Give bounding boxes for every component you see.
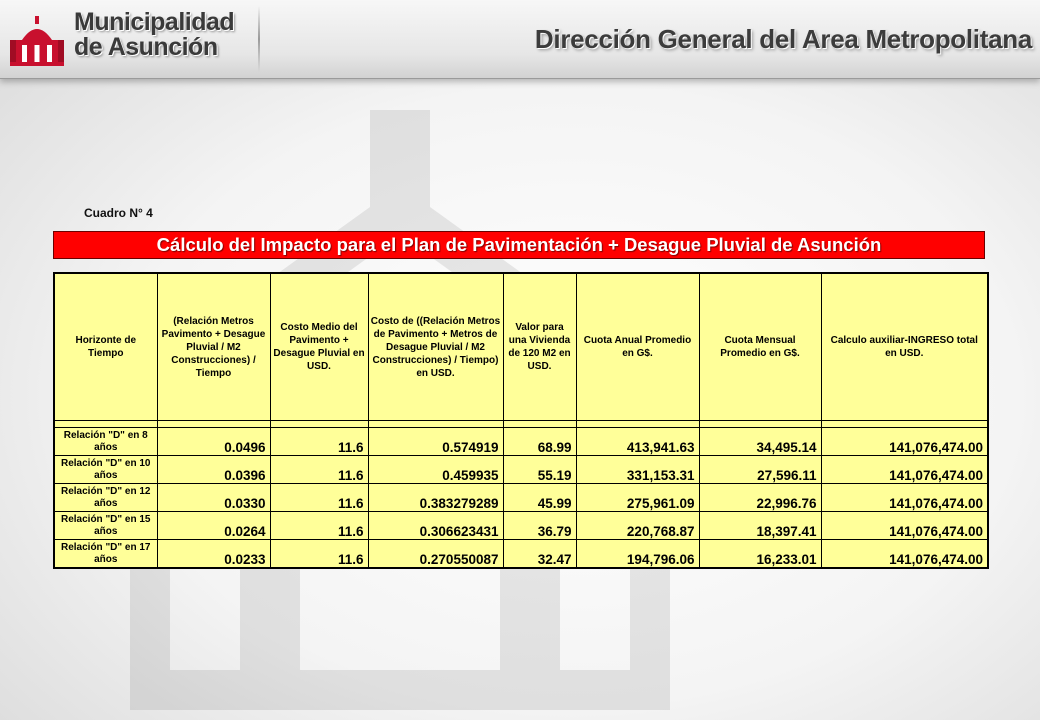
table-cell: 27,596.11 [699, 456, 821, 484]
table-row [54, 428, 988, 456]
table-cell: 194,796.06 [576, 540, 699, 569]
col-header-horizonte: Horizonte de Tiempo [54, 273, 157, 421]
table-cell: 32.47 [503, 540, 576, 569]
header-bar [0, 0, 1040, 79]
table-cell: 0.0264 [157, 512, 270, 540]
table-cell: 275,961.09 [576, 484, 699, 512]
table-cell: 11.6 [270, 540, 368, 569]
table-row [54, 484, 988, 512]
table-cell: 36.79 [503, 512, 576, 540]
table-cell: 413,941.63 [576, 428, 699, 456]
table-cell: 68.99 [503, 428, 576, 456]
table-cell: 18,397.41 [699, 512, 821, 540]
table-cell: 0.0330 [157, 484, 270, 512]
col-header-cuota-mensual: Cuota Mensual Promedio en G$. [699, 273, 821, 421]
table-cell: 55.19 [503, 456, 576, 484]
table-cell: 141,076,474.00 [821, 540, 988, 569]
col-header-relacion-metros: (Relación Metros Pavimento + Desague Pluvial / M2 Construcciones) / Tiempo [157, 273, 270, 421]
cuadro-label: Cuadro N° 4 [84, 206, 153, 220]
table-cell: 0.383279289 [368, 484, 503, 512]
table-cell: 331,153.31 [576, 456, 699, 484]
impact-table [53, 272, 989, 569]
table-cell: 0.306623431 [368, 512, 503, 540]
table-cell: 0.270550087 [368, 540, 503, 569]
table-header-row [54, 273, 988, 421]
row-label: Relación "D" en 10 años [54, 456, 157, 484]
table-cell: 0.0396 [157, 456, 270, 484]
logo-line-2: de Asunción [74, 33, 218, 61]
table-title: Cálculo del Impacto para el Plan de Pavimentación + Desague Pluvial de Asunción [156, 234, 882, 255]
table-cell: 0.459935 [368, 456, 503, 484]
table-cell: 22,996.76 [699, 484, 821, 512]
table-cell: 141,076,474.00 [821, 456, 988, 484]
table-cell: 0.0233 [157, 540, 270, 569]
table-row [54, 540, 988, 569]
table-cell: 0.0496 [157, 428, 270, 456]
col-header-ingreso-total: Calculo auxiliar-INGRESO total en USD. [821, 273, 988, 421]
table-cell: 220,768.87 [576, 512, 699, 540]
table-cell: 11.6 [270, 512, 368, 540]
header-title: Dirección General del Area Metropolitana [534, 24, 1032, 54]
row-label: Relación "D" en 15 años [54, 512, 157, 540]
logo-wordmark [74, 10, 234, 60]
col-header-costo-relacion: Costo de ((Relación Metros de Pavimento + Metros de Desague Pluvial / M2 Construcciones) / Tiempo) en USD. [368, 273, 503, 421]
row-label: Relación "D" en 8 años [54, 428, 157, 456]
table-cell: 45.99 [503, 484, 576, 512]
table-cell: 141,076,474.00 [821, 428, 988, 456]
municipal-building-logo-icon [8, 12, 66, 68]
header-divider [258, 6, 260, 72]
table-cell: 141,076,474.00 [821, 484, 988, 512]
logo-line-1: Municipalidad [74, 8, 235, 36]
table-cell: 11.6 [270, 456, 368, 484]
table-cell: 34,495.14 [699, 428, 821, 456]
col-header-costo-medio: Costo Medio del Pavimento + Desague Pluvial en USD. [270, 273, 368, 421]
row-label: Relación "D" en 12 años [54, 484, 157, 512]
table-row [54, 456, 988, 484]
table-spacer-row [54, 421, 988, 428]
table-cell: 141,076,474.00 [821, 512, 988, 540]
table-cell: 11.6 [270, 484, 368, 512]
table-cell: 11.6 [270, 428, 368, 456]
col-header-cuota-anual: Cuota Anual Promedio en G$. [576, 273, 699, 421]
table-cell: 0.574919 [368, 428, 503, 456]
table-title-banner [53, 231, 985, 259]
row-label: Relación "D" en 17 años [54, 540, 157, 569]
table-row [54, 512, 988, 540]
table-cell: 16,233.01 [699, 540, 821, 569]
col-header-valor-vivienda: Valor para una Vivienda de 120 M2 en USD. [503, 273, 576, 421]
